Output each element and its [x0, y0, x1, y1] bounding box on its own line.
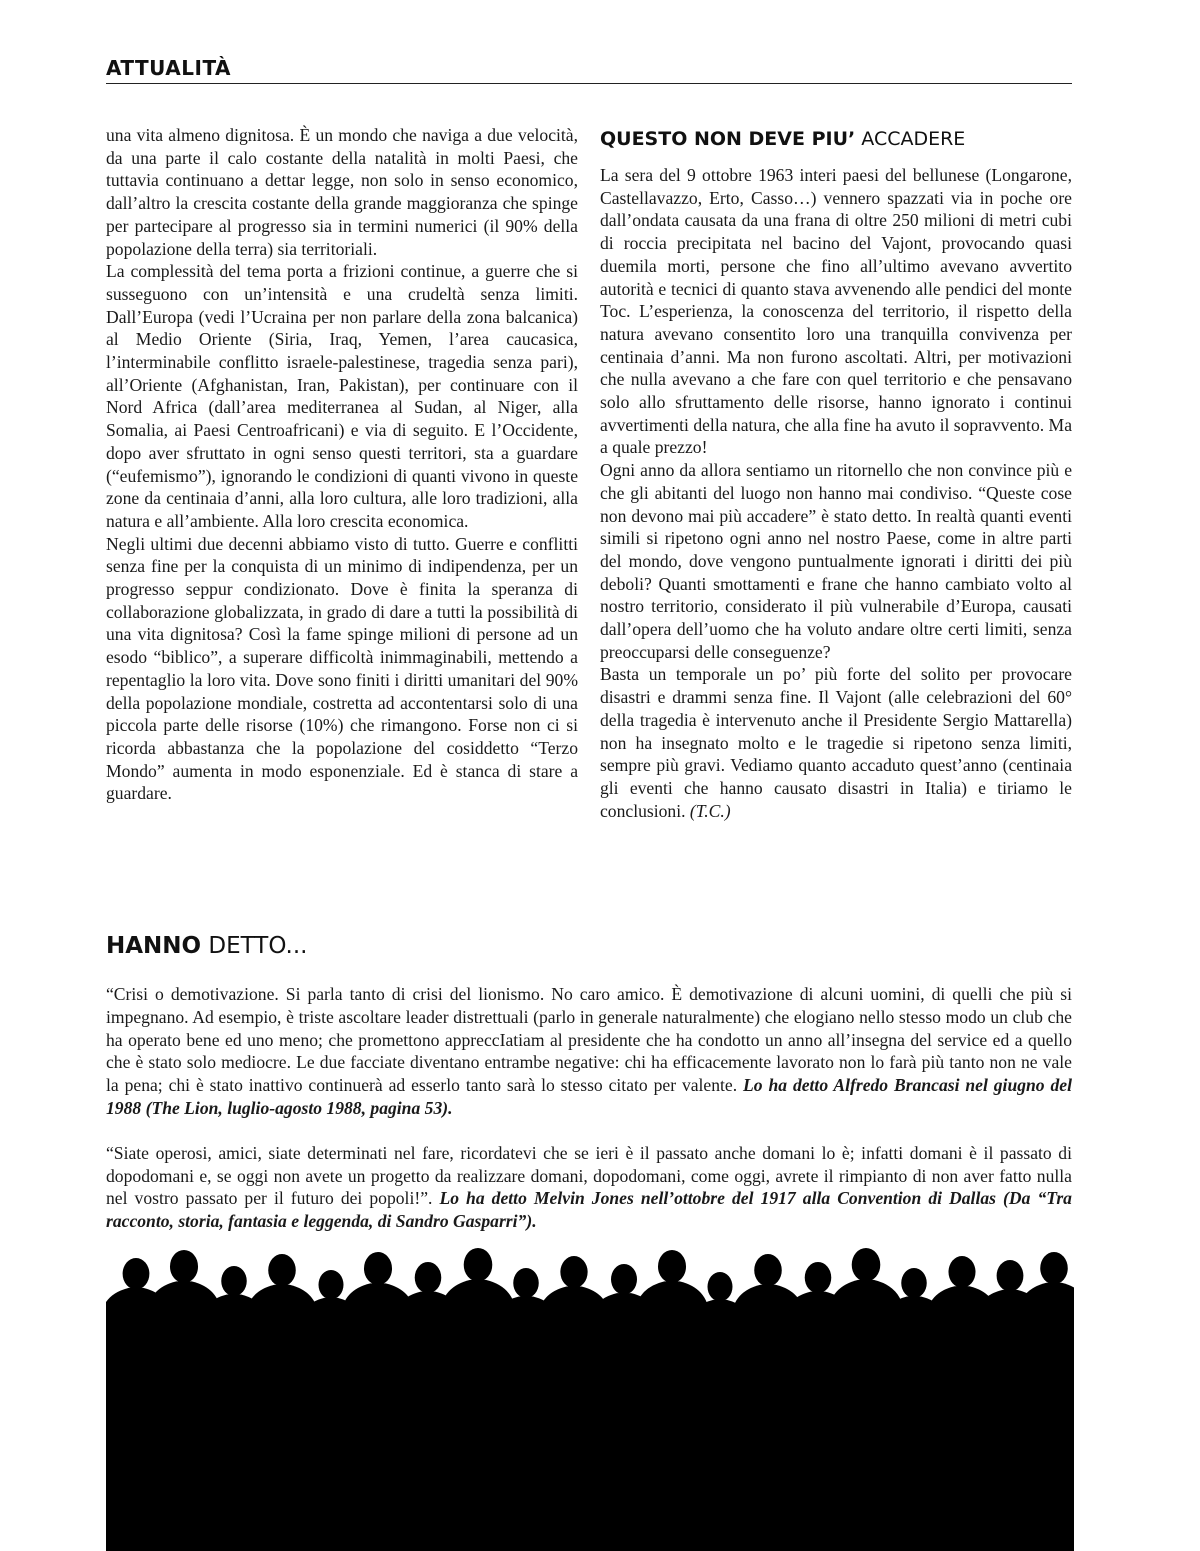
quote-text: “Siate operosi, amici, siate determinati nel fare, ricordatevi che se ieri è il passato anche domani lo è; infatti domani è il passato di dopodomani e, se oggi non avete un progetto da realizzare domani, dopodomani, come oggi, avrete il rimpianto di non aver fatto nulla nel vostro passato per il futuro dei popoli!”. [106, 1142, 1072, 1209]
person-head-shape [490, 1336, 514, 1364]
right-column [600, 124, 1072, 822]
person-head-shape [537, 1318, 563, 1349]
person-head-shape [880, 1332, 904, 1361]
person-head-shape [1040, 1252, 1068, 1284]
person-head-shape [997, 1260, 1024, 1292]
paragraph-last [600, 663, 1072, 822]
crowd-base-shape [106, 1448, 1074, 1551]
person-head-shape [658, 1250, 686, 1283]
person-head-shape [927, 1310, 954, 1342]
person-head-shape [200, 1332, 224, 1361]
paragraph: La complessità del tema porta a frizioni continue, a guerre che si susseguono con un’intensità e una crudeltà senza limiti. Dall’Europa (vedi l’Ucraina per non parlare della zona balcanica) al Medio Oriente (Siria, Iraq, Yemen, l’area caucasica, l’interminabile conflitto israele-palestinese, tragedia senza pari), all’Oriente (Afghanistan, Iran, Pakistan), per continuare con il Nord Africa (dall’area mediterranea al Sudan, al Niger, alla Somalia, ai Paesi Centroafricani) e via di seguito. E l’Occidente, dopo aver sfruttato in ogni senso questi territori, sta a guardare (“eufemismo”), ignorando le condizioni di quanti vivono in queste zone da centinaia d’anni, alla loro cultura, alle loro tradizioni, alla natura e all’ambiente. Alla loro crescita economica. [106, 261, 578, 531]
person-head-shape [1023, 1314, 1050, 1345]
crowd-silhouette-icon [106, 1248, 1074, 1551]
person-head-shape [221, 1266, 247, 1296]
person-head-shape [829, 1316, 855, 1347]
person-head-shape [633, 1312, 660, 1343]
person-head-shape [682, 1328, 707, 1357]
person-head-shape [852, 1248, 881, 1282]
person-head-shape [708, 1272, 733, 1301]
paragraph: Negli ultimi due decenni abbiamo visto di tutto. Guerre e conflitti senza fine per la conquista di un minimo di indipendenza, per un progresso seppur condizionato. Dove è finita la speranza di collaborazione globalizzata, in grado di dare a tutti la possibilità di una vita dignitosa? Così la fame spinge milioni di persone ad un esodo “biblico”, a superare difficoltà inimmaginabili, mettendo a repentaglio la loro vita. Dove sono finiti i diritti umanitari del 90% della popolazione mondiale, costretta ad accontentarsi solo di una piccola parte delle risorse (10%) che rimangono. Forse non ci si ricorda abbastanza che la popolazione del cosiddetto “Terzo Mondo” aumenta in modo esponenziale. Ed è stanca di stare a guardare. [106, 533, 578, 804]
person-head-shape [415, 1262, 442, 1293]
paragraph: La sera del 9 ottobre 1963 interi paesi del bellunese (Longarone, Castellavazzo, Erto, Casso…) vennero spazzati via in poche ore dall’ondata causata da una frana di oltre 250 milioni di metri cubi di roccia precipitata nel bacino del Vajont, provocando quasi duemila morti, persone che fino all’ultimo avevano avvertito autorità e tecnici di quanto stava avvenendo alle pendici del monte Toc. L’esperienza, la conoscenza del territorio, il rispetto della natura avevano consentito loro una tranquilla convivenza per centinaia d’anni. Ma non furono ascoltati. Altri, per motivazioni che nulla avevano a che fare con quel territorio e che pensavano solo allo sfruttamento delle risorse, hanno ignorato i continui avvertimenti della natura, che alla fine ha avuto il sopravvento. Ma a quale prezzo! [600, 165, 1072, 458]
person-head-shape [151, 1308, 178, 1340]
quote-attribution: Lo ha detto Alfredo Brancasi nel giugno del 1988 (The Lion, luglio-agosto 1988, pagina 53). [106, 1075, 1072, 1118]
quotes-section [106, 983, 1072, 1255]
paragraph-text: Basta un temporale un po’ più forte del solito per provocare disastri e drammi senza fine. Il Vajont (alle celebrazioni del 60° della tragedia è intervenuto anche il Presidente Sergio Mattarella) non ha insegnato molto e le tragedie si ripetono senza limiti, sempre più gravi. Vediamo quanto accaduto quest’anno (centinaia gli eventi che hanno causato disastri in Italia) e tiriamo le conclusioni. [600, 664, 1072, 821]
person-head-shape [439, 1310, 466, 1341]
person-head-shape [611, 1264, 637, 1295]
person-head-shape [245, 1314, 271, 1345]
quote [106, 983, 1072, 1120]
person-head-shape [730, 1308, 757, 1340]
quotes-heading-light: DETTO... [201, 933, 308, 959]
article-heading-bold: QUESTO NON DEVE PIU’ [600, 128, 856, 150]
person-head-shape [513, 1268, 539, 1298]
person-head-shape [319, 1270, 344, 1299]
author-byline: (T.C.) [689, 800, 731, 821]
article-heading [600, 128, 1072, 150]
person-head-shape [901, 1268, 927, 1298]
person-head-shape [754, 1254, 782, 1286]
person-head-shape [295, 1340, 318, 1367]
quote-attribution: Lo ha detto Melvin Jones nell’ottobre del 1917 alla Convention di Dallas (Da “Tra racconto, storia, fantasia e leggenda, di Sandro Gasparri”). [106, 1188, 1072, 1232]
section-label: ATTUALITÀ [106, 56, 232, 80]
header-rule [106, 83, 1072, 84]
paragraph: una vita almeno dignitosa. È un mondo che naviga a due velocità, da una parte il calo costante della natalità in molti Paesi, che tuttavia continuano a dettar legge, non solo in senso economico, dall’altro la crescita costante della grande maggioranza che spinge per partecipare al progresso sia in termini numerici (il 90% della popolazione della terra) sia territoriali. [106, 125, 578, 259]
person-head-shape [948, 1256, 975, 1288]
quotes-heading [106, 933, 307, 959]
person-head-shape [340, 1306, 367, 1338]
person-head-shape [783, 1338, 806, 1365]
person-head-shape [805, 1262, 832, 1293]
person-head-shape [123, 1258, 150, 1290]
person-head-shape [268, 1254, 296, 1286]
person-head-shape [560, 1256, 587, 1288]
quote-text: “Crisi o demotivazione. Si parla tanto di crisi del lionismo. No caro amico. È demotivazione di alcuni uomini, di quelli che più si impegnano. Ad esempio, è triste ascoltare leader distrettuali (parlo in generale naturalmente) che elogiano nello stesso modo un club che ha operato bene ed uno meno; che promettono appreccIatiam al presidente che ha condotto un anno all’insegna del service ed a quello che è stato solo mediocre. Le due facciate diventano entrambe negative: chi ha efficacemente lavorato non lo farà più tanto non ne vale la pena; chi è stato inattivo continuerà ad esserlo tanto sarà lo stesso citato per valente. [106, 984, 1072, 1096]
person-head-shape [364, 1252, 392, 1285]
left-column [106, 124, 578, 805]
person-head-shape [170, 1250, 198, 1283]
quotes-heading-bold: HANNO [106, 933, 202, 959]
article-heading-light: ACCADERE [855, 128, 966, 150]
person-head-shape [587, 1344, 609, 1370]
paragraph: Ogni anno da allora sentiamo un ritornello che non convince più e che gli abitanti del luogo non hanno mai condiviso. “Queste cose non devono mai più accadere” è stato detto. In realtà quanti eventi simili si ripetono ogni anno nel nostro Paese, come in altre parti del mondo, dove vengono puntualmente ignorati i diritti dei più deboli? Quanti smottamenti e frane che hanno cambiato volto al nostro territorio, considerato il più vulnerabile d’Europa, causati dall’opera dell’uomo che ha voluto andare oltre certi limiti, senza preoccuparsi delle conseguenze? [600, 460, 1072, 662]
person-head-shape [389, 1324, 415, 1354]
person-head-shape [464, 1248, 493, 1282]
quote [106, 1142, 1072, 1233]
person-head-shape [975, 1326, 1001, 1356]
